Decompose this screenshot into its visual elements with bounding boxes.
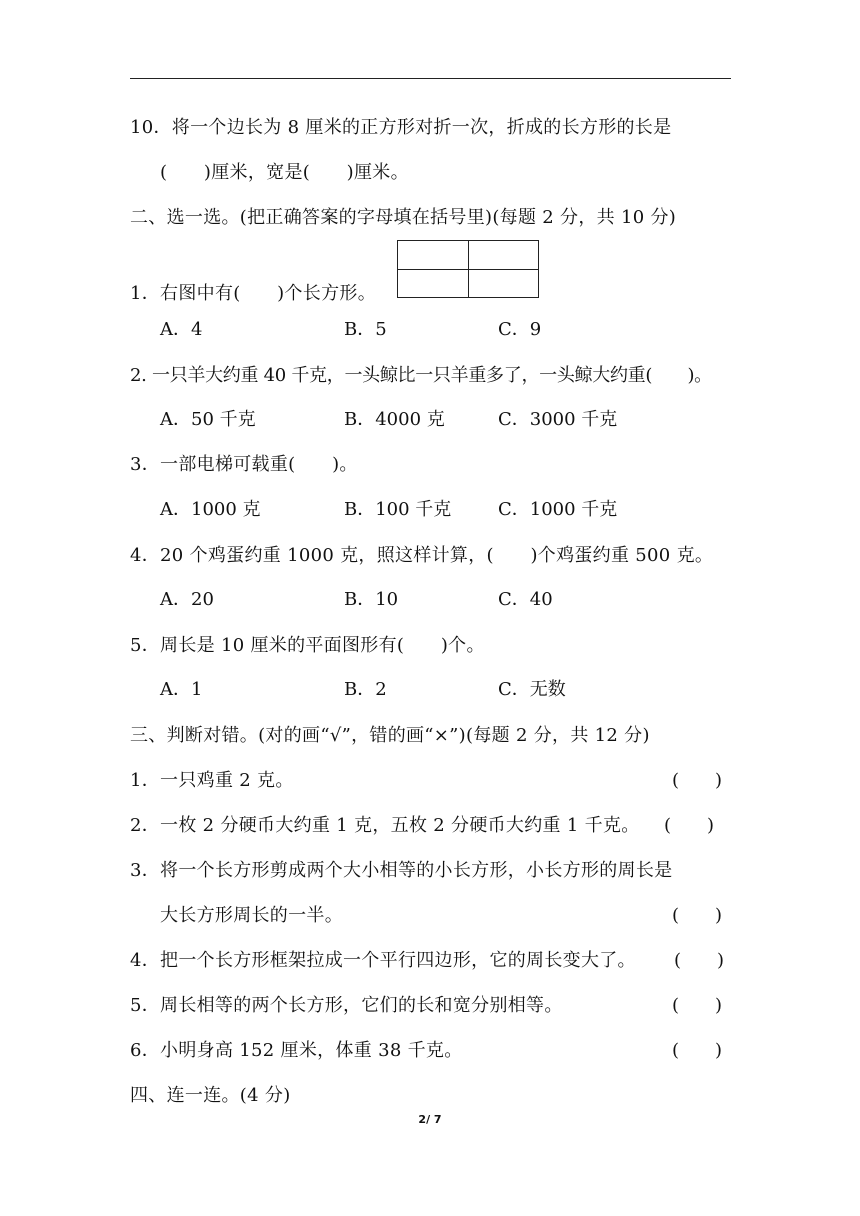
header-rule [130, 78, 731, 79]
s3-item4-text: 4．把一个长方形框架拉成一个平行四边形，它的周长变大了。 [130, 950, 636, 971]
s3-item5-answer-paren: ( ) [672, 995, 723, 1016]
s2-q2-option-a: A．50 千克 [160, 409, 256, 430]
s3-item6-text: 6．小明身高 152 厘米，体重 38 千克。 [130, 1040, 463, 1061]
s2-q2-option-c: C．3000 千克 [498, 409, 618, 430]
s3-item2-answer-paren: ( ) [664, 815, 715, 836]
s2-q3-option-c: C．1000 千克 [498, 499, 618, 520]
rectangle-grid-figure [397, 240, 539, 298]
section4-heading: 四、连一连。(4 分) [130, 1085, 291, 1106]
s2-q5-stem: 5．周长是 10 厘米的平面图形有( )个。 [130, 635, 485, 656]
s2-q2-stem: 2. 一只羊大约重 40 千克，一头鲸比一只羊重多了，一头鲸大约重( )。 [130, 365, 712, 386]
s2-q4-option-a: A．20 [160, 589, 214, 610]
s2-q5-option-c: C．无数 [498, 679, 566, 700]
s3-item1-answer-paren: ( ) [672, 770, 723, 791]
s3-item3-answer-paren: ( ) [672, 905, 723, 926]
s2-q5-option-b: B．2 [344, 679, 387, 700]
s3-item6-answer-paren: ( ) [672, 1040, 723, 1061]
grid-horizontal-line [398, 269, 538, 270]
s2-q5-option-a: A．1 [160, 679, 203, 700]
page-number: 2/ 7 [418, 1113, 442, 1126]
s3-item3-text: 3．将一个长方形剪成两个大小相等的小长方形，小长方形的周长是 [130, 860, 673, 881]
s3-item5-text: 5．周长相等的两个长方形，它们的长和宽分别相等。 [130, 995, 563, 1016]
s2-q1-stem: 1．右图中有( )个长方形。 [130, 283, 376, 304]
s3-item3-continuation: 大长方形周长的一半。 [160, 905, 343, 926]
s2-q3-option-b: B．100 千克 [344, 499, 452, 520]
s2-q3-stem: 3．一部电梯可载重( )。 [130, 454, 358, 475]
s2-q3-option-a: A．1000 克 [160, 499, 261, 520]
s3-item1-text: 1．一只鸡重 2 克。 [130, 770, 294, 791]
s2-q1-option-a: A．4 [160, 319, 203, 340]
s2-q1-option-b: B．5 [344, 319, 387, 340]
s3-item4-answer-paren: ( ) [674, 950, 725, 971]
s3-item2-text: 2．一枚 2 分硬币大约重 1 克，五枚 2 分硬币大约重 1 千克。 [130, 815, 640, 836]
s2-q1-option-c: C．9 [498, 319, 542, 340]
section3-heading: 三、判断对错。(对的画“√”，错的画“×”)(每题 2 分，共 12 分) [130, 725, 650, 746]
s2-q4-stem: 4．20 个鸡蛋约重 1000 克，照这样计算，( )个鸡蛋约重 500 克。 [130, 545, 714, 566]
s2-q4-option-b: B．10 [344, 589, 399, 610]
s2-q4-option-c: C．40 [498, 589, 553, 610]
q10-line2: ( )厘米，宽是( )厘米。 [160, 162, 409, 183]
section2-heading: 二、选一选。(把正确答案的字母填在括号里)(每题 2 分，共 10 分) [130, 207, 677, 228]
s2-q2-option-b: B．4000 克 [344, 409, 445, 430]
q10-line1: 10．将一个边长为 8 厘米的正方形对折一次，折成的长方形的长是 [130, 117, 672, 138]
